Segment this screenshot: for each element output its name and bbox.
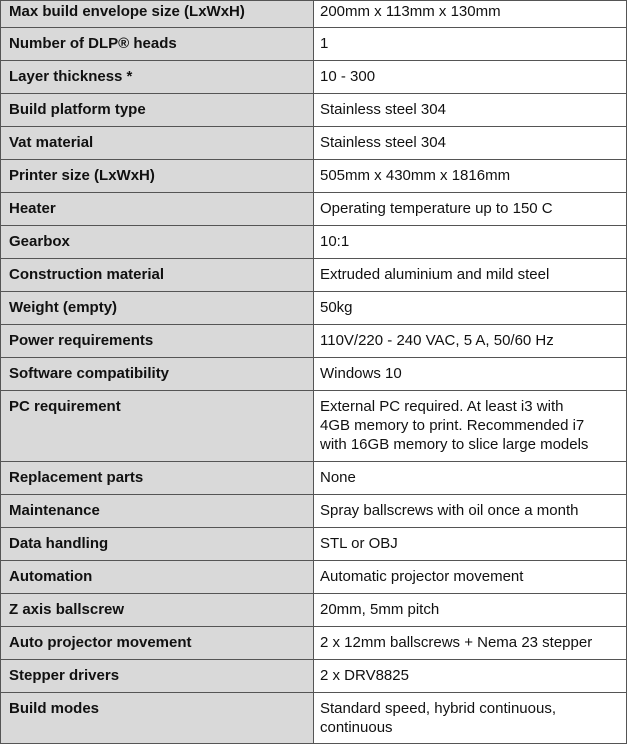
spec-row-printer-size	[1, 160, 627, 193]
spec-value: 200mm x 113mm x 130mm	[314, 1, 627, 28]
spec-row-maintenance	[1, 495, 627, 528]
spec-value: 20mm, 5mm pitch	[314, 594, 627, 627]
spec-row-gearbox	[1, 226, 627, 259]
spec-label: Layer thickness *	[1, 61, 314, 94]
spec-row-max-build-envelope	[1, 1, 627, 28]
spec-value: STL or OBJ	[314, 528, 627, 561]
spec-row-layer-thickness	[1, 61, 627, 94]
spec-row-power-requirements	[1, 325, 627, 358]
spec-label: Stepper drivers	[1, 660, 314, 693]
spec-row-build-modes	[1, 693, 627, 744]
spec-row-heater	[1, 193, 627, 226]
spec-value: Automatic projector movement	[314, 561, 627, 594]
spec-value: 110V/220 - 240 VAC, 5 A, 50/60 Hz	[314, 325, 627, 358]
spec-label: Gearbox	[1, 226, 314, 259]
spec-value: Extruded aluminium and mild steel	[314, 259, 627, 292]
spec-value: Stainless steel 304	[314, 94, 627, 127]
spec-label: Printer size (LxWxH)	[1, 160, 314, 193]
spec-label: Construction material	[1, 259, 314, 292]
spec-value: Stainless steel 304	[314, 127, 627, 160]
spec-label: Weight (empty)	[1, 292, 314, 325]
spec-label: Replacement parts	[1, 462, 314, 495]
spec-row-automation	[1, 561, 627, 594]
spec-row-dlp-heads	[1, 28, 627, 61]
spec-label: Maintenance	[1, 495, 314, 528]
spec-label: Heater	[1, 193, 314, 226]
spec-row-pc-requirement	[1, 391, 627, 462]
spec-value: 505mm x 430mm x 1816mm	[314, 160, 627, 193]
spec-value: 2 x DRV8825	[314, 660, 627, 693]
spec-value: 10:1	[314, 226, 627, 259]
spec-value: Spray ballscrews with oil once a month	[314, 495, 627, 528]
spec-label: Auto projector movement	[1, 627, 314, 660]
spec-row-construction-material	[1, 259, 627, 292]
specifications-table-body	[1, 1, 627, 744]
spec-row-auto-projector-movement	[1, 627, 627, 660]
spec-value: Windows 10	[314, 358, 627, 391]
spec-row-build-platform-type	[1, 94, 627, 127]
spec-value: Operating temperature up to 150 C	[314, 193, 627, 226]
spec-label: Max build envelope size (LxWxH)	[1, 1, 314, 28]
spec-row-software-compatibility	[1, 358, 627, 391]
spec-label: Power requirements	[1, 325, 314, 358]
spec-value: 2 x 12mm ballscrews + Nema 23 stepper	[314, 627, 627, 660]
spec-value: None	[314, 462, 627, 495]
spec-value: 1	[314, 28, 627, 61]
spec-label: Vat material	[1, 127, 314, 160]
spec-label: Build modes	[1, 693, 314, 744]
spec-row-stepper-drivers	[1, 660, 627, 693]
spec-row-replacement-parts	[1, 462, 627, 495]
spec-value: External PC required. At least i3 with 4GB memory to print. Recommended i7 with 16GB memory to slice large models	[314, 391, 627, 462]
spec-value: 50kg	[314, 292, 627, 325]
spec-label: Number of DLP® heads	[1, 28, 314, 61]
spec-label: Automation	[1, 561, 314, 594]
spec-row-vat-material	[1, 127, 627, 160]
spec-row-data-handling	[1, 528, 627, 561]
spec-label: Z axis ballscrew	[1, 594, 314, 627]
spec-value: 10 - 300	[314, 61, 627, 94]
spec-label: PC requirement	[1, 391, 314, 462]
spec-value: Standard speed, hybrid continuous, continuous	[314, 693, 627, 744]
spec-label: Data handling	[1, 528, 314, 561]
spec-label: Build platform type	[1, 94, 314, 127]
spec-row-weight	[1, 292, 627, 325]
spec-row-z-axis-ballscrew	[1, 594, 627, 627]
spec-label: Software compatibility	[1, 358, 314, 391]
